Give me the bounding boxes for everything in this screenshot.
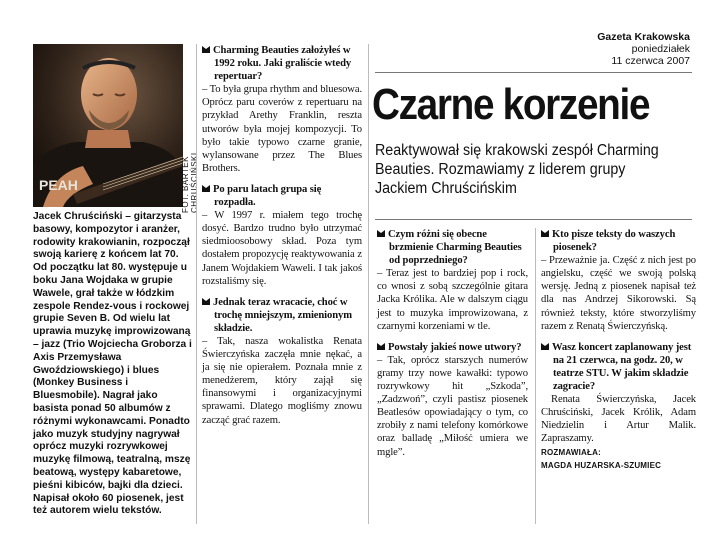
question-marker-icon	[202, 298, 210, 305]
question: Czym różni się obecne brzmienie Charming Beauties od poprzedniego?	[377, 228, 528, 267]
article-headline: Czarne korzenie	[372, 80, 650, 129]
interview-column-2	[377, 228, 528, 459]
question: Po paru latach grupa się rozpadła.	[202, 183, 362, 209]
question: Powstały jakieś nowe utwory?	[377, 341, 528, 354]
question: Jednak teraz wracacie, choć w trochę mniejszym, zmienionym składzie.	[202, 296, 362, 335]
photo-credit: FOT. BARTEK CHRUŚCIŃSKI	[181, 152, 199, 213]
shirt-text: PEAH	[39, 177, 78, 193]
masthead	[597, 31, 690, 67]
question-marker-icon	[541, 230, 549, 237]
answer: Renata Świerczyńska, Jacek Chruściński, Jacek Królik, Adam Niedzielin i Artur Malik. Zapraszamy.	[541, 394, 696, 445]
question-marker-icon	[377, 230, 385, 237]
question: Wasz koncert zaplanowany jest na 21 czerwca, na godz. 20, w teatrze STU. W jakim składzie zagracie?	[541, 341, 696, 393]
column-separator	[196, 44, 197, 524]
publication-name: Gazeta Krakowska	[597, 31, 690, 43]
question: Kto pisze teksty do waszych piosenek?	[541, 228, 696, 254]
question-marker-icon	[202, 46, 210, 53]
question-marker-icon	[541, 343, 549, 350]
column-separator	[368, 44, 369, 524]
musician-photo-illustration	[33, 44, 183, 207]
header-rule	[375, 72, 692, 73]
answer: – Teraz jest to bardziej pop i rock, co wnosi z sobą szczególnie gitara Jacka Królika. Ale w dalszym ciągu jest to muzyka improwizowana, z czarnymi korzeniami w tle.	[377, 268, 528, 332]
signature-label: ROZMAWIAŁA:	[541, 447, 601, 457]
lead-rule	[375, 219, 692, 220]
answer: – W 1997 r. miałem tego trochę dosyć. Bardzo trudno było utrzymać siedmioosobowy skład. Poza tym dostałem propozycję reaktywowania z Janem Wojdakiem Waweli. I tak jakoś rozstaliśmy się.	[202, 210, 362, 287]
column-separator	[535, 228, 536, 524]
bio-caption: Jacek Chruściński – gitarzysta basowy, kompozytor i aranżer, rodowity krakowianin, rozpoczął swoją karierę z końcem lat 70. Od początku lat 80. występuje u boku Jana Wojdaka w grupie Wawele, grał także w łódzkim zespole Rendez-vous i rockowej grupie Seven B. Od wielu lat uprawia muzykę improwizowaną – jazz (Trio Wojciecha Groborza i Axis Przemysława Gwoździowskiego) i blues (Monkey Business i Bluesmobile). Nagrał jako basista ponad 50 albumów z różnymi wykonawcami. Ponadto jako muzyk studyjny nagrywał oprócz muzyki rozrywkowej muzykę filmową, teatralną, mszę beatową, występy kabaretowe, pieśni kibiców, bajki dla dzieci. Napisał około 60 piosenek, jest też autorem wielu tekstów.	[33, 211, 192, 517]
question-marker-icon	[377, 343, 385, 350]
article-lead: Reaktywował się krakowski zespół Charming Beauties. Rozmawiamy z liderem grupy Jackiem Chruścińskim	[375, 142, 659, 197]
interview-photo	[33, 44, 183, 207]
publication-weekday: poniedziałek	[631, 43, 690, 55]
interview-column-1	[202, 44, 362, 427]
answer: – Tak, nasza wokalistka Renata Świerczyńska zaczęła mnie nękać, a ja się nie opierałem. Poznała mnie z menedżerem, który zajął się finansowymi i organizacyjnymi sprawami. Dlatego mogliśmy znowu zacząć grać razem.	[202, 335, 362, 426]
answer: – Przeważnie ja. Część z nich jest po angielsku, część we swoją polską wersję. Jedną z piosenek napisał też dla nas Andrzej Sikorowski. Są również teksty, które stworzyliśmy razem z Renatą Świerczyńską.	[541, 255, 696, 332]
question-marker-icon	[202, 185, 210, 192]
publication-date: 11 czerwca 2007	[611, 55, 690, 67]
answer: – Tak, oprócz starszych numerów gramy trzy nowe kawałki: typowo rozrywkowy hit „Szkoda”, „Zadzwoń”, czyli pastisz piosenek Beatlesów opowiadający o tym, co zrobiły z nami telefony komórkowe oraz balladę „Miłość umiera we mgle”.	[377, 354, 528, 458]
signature-author: MAGDA HUZARSKA-SZUMIEC	[541, 460, 662, 470]
question: Charming Beauties założyłeś w 1992 roku. Jaki graliście wtedy repertuar?	[202, 44, 362, 83]
answer: – To była grupa rhythm and bluesowa. Oprócz paru coverów z repertuaru na przykład Arethy Franklin, reszta utworów była mojej kompozycji. To było takie typowo czarne granie, wylansowane przez The Blues Brothers.	[202, 84, 362, 174]
interview-column-3	[541, 228, 696, 471]
